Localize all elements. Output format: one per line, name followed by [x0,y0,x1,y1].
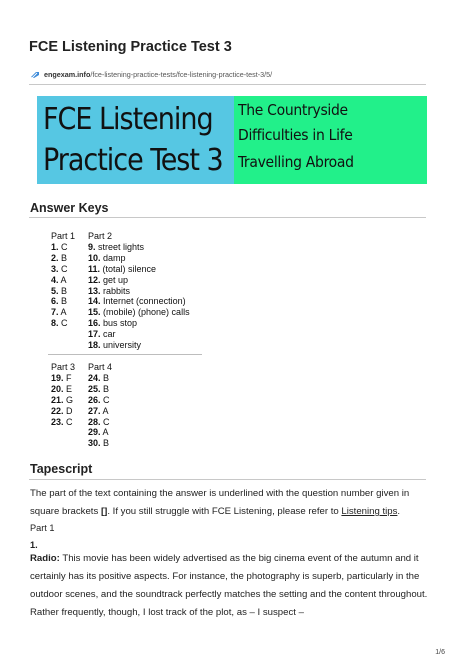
answer-item: 7. A [51,307,67,318]
answer-item: 11. (total) silence [88,263,157,274]
answer-item: 2. B [51,252,68,263]
divider [48,354,202,355]
answer-item: 26. C [88,394,110,405]
part3-label: Part 3 [51,362,76,372]
part1-answers [51,231,75,329]
part1-label: Part 1 [51,231,76,241]
part3-answers [51,362,75,427]
answer-item: 15. (mobile) (phone) calls [88,307,190,318]
document-title: FCE Listening Practice Test 3 [29,39,232,55]
answer-item: 13. rabbits [88,285,131,296]
answer-item: 16. bus stop [88,318,138,329]
answer-item: 25. B [88,383,110,394]
answer-item: 29. A [88,427,109,438]
answer-item: 17. car [88,329,116,340]
answer-item: 9. street lights [88,241,145,252]
answer-item: 19. F [51,372,72,383]
divider [29,217,426,218]
source-path[interactable]: /fce-listening-practice-tests/fce-listening-practice-test-3/5/ [90,70,273,79]
source-domain[interactable]: engexam.info [44,70,91,79]
answer-item: 5. B [51,285,68,296]
answer-item: 23. C [51,416,73,427]
answer-item: 28. C [88,416,110,427]
part4-label: Part 4 [88,362,113,372]
banner-topic-3: Travelling Abroad [238,153,354,171]
bracket-marker: [] [100,506,108,517]
banner-topic-1: The Countryside [238,101,348,119]
answer-item: 22. D [51,405,73,416]
answer-item: 6. B [51,296,68,307]
banner-title-line1: FCE Listening [43,102,213,137]
banner-topic-2: Difficulties in Life [238,126,353,144]
page-number: 1/6 [435,649,445,656]
question-number: 1. [30,540,38,550]
listening-tips-link[interactable]: Listening tips [341,506,398,517]
answer-item: 3. C [51,263,68,274]
answer-item: 27. A [88,405,109,416]
answer-item: 14. Internet (connection) [88,296,186,307]
answer-item: 4. A [51,274,67,285]
part-label: Part 1 [30,523,55,533]
divider [29,84,426,85]
answer-item: 10. damp [88,252,126,263]
speaker-label: Radio: [30,553,60,564]
answer-item: 8. C [51,318,68,329]
part2-answers [88,231,190,351]
tapescript-intro: The part of the text containing the answer is underlined with the question number given in square brackets []. If you still struggle with FCE Listening, please refer to Listening tips. [30,488,410,517]
answer-keys-heading: Answer Keys [30,201,109,215]
answer-item: 1. C [51,241,68,252]
tapescript-body: Radio: This movie has been widely advertised as the big cinema event of the autumn and it certainly has its positive aspects. For instance, the photography is superb, particularly in the outdoor scenes, and the soundtrack perfectly matches the setting and the content throughout. Rather frequently, though, I lost track of the plot, as – I suspect – [30,553,428,618]
answer-item: 20. E [51,383,73,394]
source-link[interactable] [30,70,272,79]
tapescript-heading: Tapescript [30,462,93,476]
divider [29,479,426,480]
answer-item: 21. G [51,394,74,405]
link-icon [30,71,40,79]
answer-item: 12. get up [88,274,129,285]
answer-item: 18. university [88,340,142,351]
banner-title-line2: Practice Test 3 [43,143,223,178]
answer-item: 30. B [88,438,110,449]
answer-item: 24. B [88,372,110,383]
part4-answers [88,362,112,449]
part2-label: Part 2 [88,231,113,241]
